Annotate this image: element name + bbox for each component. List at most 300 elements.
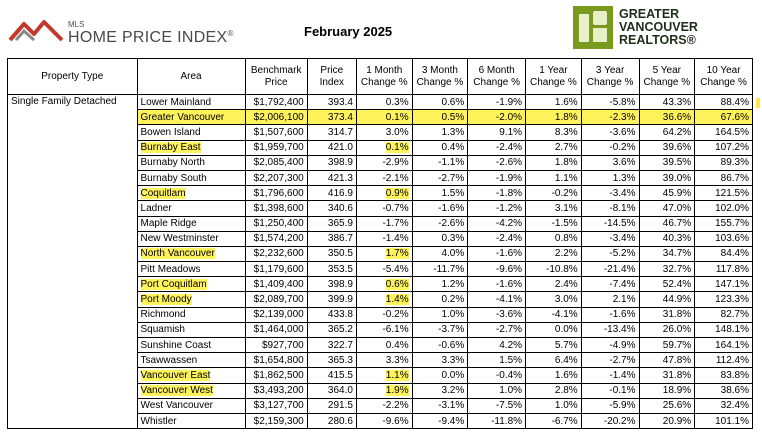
y5-cell xyxy=(639,216,695,231)
report-title: February 2025 xyxy=(304,24,393,39)
y3-cell xyxy=(581,413,639,428)
area-cell xyxy=(137,186,245,201)
area-name: Richmond xyxy=(140,309,186,321)
m6-cell xyxy=(468,383,526,398)
y5-value: 39.5% xyxy=(662,157,692,169)
y3-cell xyxy=(581,140,639,155)
y3-cell xyxy=(581,155,639,170)
y10-value: 155.7% xyxy=(715,218,749,230)
y10-cell xyxy=(695,322,753,337)
y10-cell xyxy=(695,95,753,110)
y5-cell xyxy=(639,307,695,322)
y3-cell xyxy=(581,95,639,110)
price-value: $2,159,300 xyxy=(253,415,304,427)
y1-value: 0.0% xyxy=(554,324,578,336)
index-cell xyxy=(307,140,356,155)
price-value: $2,139,000 xyxy=(253,309,304,321)
y1-cell xyxy=(526,125,582,140)
index-value: 340.6 xyxy=(327,202,353,214)
price-cell xyxy=(245,368,307,383)
m6-cell xyxy=(468,201,526,216)
m3-cell xyxy=(412,110,468,125)
area-cell xyxy=(137,125,245,140)
m3-cell xyxy=(412,353,468,368)
y3-value: -13.4% xyxy=(603,324,636,336)
y10-value: 88.4% xyxy=(720,96,749,108)
area-cell xyxy=(137,216,245,231)
m6-cell xyxy=(468,125,526,140)
price-cell xyxy=(245,201,307,216)
y1-value: 2.8% xyxy=(554,385,578,397)
index-cell xyxy=(307,307,356,322)
m3-cell xyxy=(412,292,468,307)
m1-cell xyxy=(356,216,412,231)
area-cell xyxy=(137,353,245,368)
y10-cell xyxy=(695,216,753,231)
y5-value: 39.0% xyxy=(662,172,692,184)
m1-value: 0.1% xyxy=(385,142,409,154)
m6-cell xyxy=(468,338,526,353)
y1-cell xyxy=(526,413,582,428)
area-name: North Vancouver xyxy=(140,248,215,260)
y5-cell xyxy=(639,338,695,353)
area-cell xyxy=(137,95,245,110)
y1-value: 0.8% xyxy=(554,233,578,245)
m6-cell xyxy=(468,110,526,125)
m3-cell xyxy=(412,140,468,155)
y1-value: -6.7% xyxy=(551,415,578,427)
y10-value: 123.3% xyxy=(715,294,749,306)
y10-value: 32.4% xyxy=(720,400,749,412)
area-name: Burnaby South xyxy=(140,172,207,184)
highlight-mark xyxy=(756,98,760,108)
y5-value: 31.8% xyxy=(662,369,692,381)
y10-cell xyxy=(695,231,753,246)
y5-cell xyxy=(639,95,695,110)
mls-hpi-logo xyxy=(8,12,234,48)
y10-cell xyxy=(695,292,753,307)
index-value: 291.5 xyxy=(327,400,353,412)
m3-cell xyxy=(412,277,468,292)
m3-value: -9.4% xyxy=(438,415,465,427)
y5-cell xyxy=(639,383,695,398)
m3-value: 0.6% xyxy=(441,96,465,108)
y3-cell xyxy=(581,110,639,125)
y10-cell xyxy=(695,246,753,261)
m3-cell xyxy=(412,246,468,261)
gvr-wordmark xyxy=(619,8,698,47)
area-name: Ladner xyxy=(140,202,172,214)
y3-cell xyxy=(581,231,639,246)
m1-value: 0.3% xyxy=(385,96,409,108)
y5-value: 47.0% xyxy=(662,202,692,214)
index-cell xyxy=(307,338,356,353)
m3-cell xyxy=(412,307,468,322)
y10-value: 164.1% xyxy=(715,339,749,351)
y10-cell xyxy=(695,338,753,353)
y5-value: 20.9% xyxy=(662,415,692,427)
m1-value: 3.3% xyxy=(385,354,409,366)
m1-value: 3.0% xyxy=(385,126,409,138)
y10-value: 89.3% xyxy=(720,157,749,169)
y3-value: -3.4% xyxy=(609,233,636,245)
area-name: New Westminster xyxy=(140,233,219,245)
y10-value: 103.6% xyxy=(715,233,749,245)
m1-value: -9.6% xyxy=(382,415,409,427)
y5-value: 34.7% xyxy=(662,248,692,260)
price-cell xyxy=(245,110,307,125)
area-cell xyxy=(137,170,245,185)
gvr-line-1: GREATER xyxy=(619,7,680,21)
y1-value: 1.8% xyxy=(554,157,578,169)
m3-value: 0.3% xyxy=(441,233,465,245)
m1-value: 1.4% xyxy=(385,294,409,306)
y1-value: 2.4% xyxy=(554,278,578,290)
y1-cell xyxy=(526,246,582,261)
m6-value: -1.8% xyxy=(495,187,523,199)
y5-value: 45.9% xyxy=(662,187,692,199)
m6-cell xyxy=(468,231,526,246)
y5-value: 36.6% xyxy=(662,111,692,123)
m6-value: -2.6% xyxy=(495,157,523,169)
m6-value: -2.4% xyxy=(495,142,523,154)
y3-cell xyxy=(581,292,639,307)
m3-cell xyxy=(412,231,468,246)
price-cell xyxy=(245,322,307,337)
y1-cell xyxy=(526,398,582,413)
y3-value: -20.2% xyxy=(603,415,636,427)
y5-value: 47.8% xyxy=(662,354,692,366)
area-name: Port Moody xyxy=(140,294,192,306)
y5-cell xyxy=(639,262,695,277)
price-cell xyxy=(245,140,307,155)
m1-value: 1.9% xyxy=(385,385,409,397)
area-name: Squamish xyxy=(140,324,185,336)
m3-cell xyxy=(412,413,468,428)
m1-cell xyxy=(356,201,412,216)
m6-cell xyxy=(468,368,526,383)
y3-value: -21.4% xyxy=(603,263,636,275)
m1-cell xyxy=(356,368,412,383)
m1-value: -0.7% xyxy=(382,202,409,214)
y5-value: 64.2% xyxy=(662,126,692,138)
index-cell xyxy=(307,383,356,398)
m6-value: -1.9% xyxy=(495,96,523,108)
y1-cell xyxy=(526,170,582,185)
m1-value: -2.2% xyxy=(382,400,409,412)
m3-cell xyxy=(412,338,468,353)
area-cell xyxy=(137,155,245,170)
y10-value: 38.6% xyxy=(720,385,749,397)
m3-value: 4.0% xyxy=(441,248,465,260)
y1-cell xyxy=(526,216,582,231)
index-value: 365.9 xyxy=(327,218,353,230)
index-value: 398.9 xyxy=(327,278,353,290)
y1-cell xyxy=(526,292,582,307)
y1-value: -10.8% xyxy=(546,263,578,275)
m6-cell xyxy=(468,262,526,277)
y10-cell xyxy=(695,398,753,413)
m3-value: -3.1% xyxy=(438,400,465,412)
index-cell xyxy=(307,170,356,185)
area-name: Lower Mainland xyxy=(140,96,212,108)
col-header: Price Index xyxy=(307,59,356,95)
price-value: $2,207,300 xyxy=(253,172,304,184)
m6-cell xyxy=(468,140,526,155)
y1-cell xyxy=(526,353,582,368)
y3-value: -2.3% xyxy=(609,111,636,123)
m6-cell xyxy=(468,277,526,292)
index-cell xyxy=(307,292,356,307)
m6-value: -11.8% xyxy=(491,415,523,427)
y10-value: 117.8% xyxy=(715,263,749,275)
y10-cell xyxy=(695,125,753,140)
price-value: $1,464,000 xyxy=(253,324,304,336)
gvr-emblem-icon xyxy=(573,6,613,49)
m6-value: -1.2% xyxy=(495,202,523,214)
y5-cell xyxy=(639,140,695,155)
y3-cell xyxy=(581,368,639,383)
col-header: Benchmark Price xyxy=(245,59,307,95)
index-value: 399.9 xyxy=(327,294,353,306)
index-value: 373.4 xyxy=(327,111,353,123)
m3-value: -0.6% xyxy=(438,339,465,351)
y10-value: 164.5% xyxy=(715,126,749,138)
area-cell xyxy=(137,246,245,261)
m1-cell xyxy=(356,398,412,413)
m1-value: -2.9% xyxy=(382,157,409,169)
y3-value: -0.1% xyxy=(609,385,636,397)
price-value: $3,127,700 xyxy=(253,400,304,412)
index-cell xyxy=(307,216,356,231)
y1-value: -0.2% xyxy=(551,187,578,199)
index-value: 416.9 xyxy=(327,187,353,199)
area-name: Port Coquitlam xyxy=(140,278,207,290)
price-value: $1,574,200 xyxy=(253,233,304,245)
y10-value: 67.6% xyxy=(720,111,749,123)
m1-cell xyxy=(356,262,412,277)
y1-cell xyxy=(526,322,582,337)
m6-value: -0.4% xyxy=(495,369,523,381)
price-cell xyxy=(245,398,307,413)
y3-value: 3.6% xyxy=(612,157,636,169)
m1-cell xyxy=(356,231,412,246)
y1-cell xyxy=(526,140,582,155)
index-cell xyxy=(307,368,356,383)
index-value: 365.2 xyxy=(327,324,353,336)
m6-value: 1.5% xyxy=(499,354,523,366)
price-value: $2,085,400 xyxy=(253,157,304,169)
y1-value: 3.0% xyxy=(554,294,578,306)
m6-value: -7.5% xyxy=(495,400,523,412)
area-name: Burnaby East xyxy=(140,142,201,154)
index-value: 350.5 xyxy=(327,248,353,260)
y3-value: -0.2% xyxy=(609,142,636,154)
price-value: $2,232,600 xyxy=(253,248,304,260)
y3-cell xyxy=(581,201,639,216)
m3-value: 3.2% xyxy=(441,385,465,397)
index-value: 280.6 xyxy=(327,415,353,427)
y10-value: 101.1% xyxy=(715,415,749,427)
y1-cell xyxy=(526,201,582,216)
area-cell xyxy=(137,322,245,337)
y1-value: 2.2% xyxy=(554,248,578,260)
m6-value: -2.0% xyxy=(495,111,523,123)
y5-cell xyxy=(639,353,695,368)
y5-value: 25.6% xyxy=(662,400,692,412)
col-header: 3 Year Change % xyxy=(581,59,639,95)
index-cell xyxy=(307,155,356,170)
y3-cell xyxy=(581,383,639,398)
m3-value: 1.5% xyxy=(441,187,465,199)
col-header: Area xyxy=(137,59,245,95)
m3-cell xyxy=(412,398,468,413)
m6-cell xyxy=(468,353,526,368)
m6-cell xyxy=(468,322,526,337)
y1-value: 1.6% xyxy=(554,369,578,381)
y1-value: 1.8% xyxy=(554,111,578,123)
price-value: $1,654,800 xyxy=(253,354,304,366)
area-name: Greater Vancouver xyxy=(140,111,225,123)
y10-value: 107.2% xyxy=(715,142,749,154)
m3-value: -11.7% xyxy=(433,263,465,275)
area-name: West Vancouver xyxy=(140,400,213,412)
m1-value: -1.7% xyxy=(382,218,409,230)
y10-cell xyxy=(695,307,753,322)
price-value: $3,493,200 xyxy=(253,385,304,397)
y1-cell xyxy=(526,368,582,383)
m1-value: -5.4% xyxy=(382,263,409,275)
y5-cell xyxy=(639,110,695,125)
y3-cell xyxy=(581,125,639,140)
index-cell xyxy=(307,277,356,292)
y10-cell xyxy=(695,110,753,125)
y3-value: -5.8% xyxy=(609,96,636,108)
y3-cell xyxy=(581,246,639,261)
m3-value: 1.0% xyxy=(441,309,465,321)
y3-value: -1.6% xyxy=(609,309,636,321)
m1-value: -0.2% xyxy=(382,309,409,321)
index-value: 364.0 xyxy=(327,385,353,397)
price-value: $1,959,700 xyxy=(253,142,304,154)
table-row xyxy=(8,95,753,110)
m6-cell xyxy=(468,307,526,322)
area-name: Sunshine Coast xyxy=(140,339,212,351)
area-cell xyxy=(137,307,245,322)
y1-cell xyxy=(526,231,582,246)
m6-value: -4.2% xyxy=(495,218,523,230)
y10-value: 147.1% xyxy=(715,278,749,290)
col-header: Property Type xyxy=(8,59,138,95)
y10-cell xyxy=(695,277,753,292)
area-name: Burnaby North xyxy=(140,157,205,169)
y5-cell xyxy=(639,155,695,170)
m3-value: -1.1% xyxy=(438,157,465,169)
index-cell xyxy=(307,125,356,140)
price-value: $1,250,400 xyxy=(253,218,304,230)
index-value: 386.7 xyxy=(327,233,353,245)
col-header: 6 Month Change % xyxy=(468,59,526,95)
y5-value: 18.9% xyxy=(662,385,692,397)
price-cell xyxy=(245,277,307,292)
y10-cell xyxy=(695,262,753,277)
price-value: $2,006,100 xyxy=(253,111,304,123)
y10-cell xyxy=(695,155,753,170)
m3-value: -2.7% xyxy=(438,172,465,184)
y1-value: 1.1% xyxy=(554,172,578,184)
y1-value: 5.7% xyxy=(554,339,578,351)
m1-cell xyxy=(356,125,412,140)
m6-value: -2.7% xyxy=(495,324,523,336)
y3-value: -14.5% xyxy=(603,218,636,230)
m6-cell xyxy=(468,216,526,231)
index-cell xyxy=(307,262,356,277)
m6-value: -1.9% xyxy=(495,172,523,184)
price-value: $1,862,500 xyxy=(253,369,304,381)
area-cell xyxy=(137,338,245,353)
area-cell xyxy=(137,368,245,383)
price-cell xyxy=(245,292,307,307)
m3-value: 0.5% xyxy=(441,111,465,123)
price-cell xyxy=(245,125,307,140)
y10-value: 112.4% xyxy=(715,354,749,366)
m3-cell xyxy=(412,368,468,383)
m1-value: -2.1% xyxy=(382,172,409,184)
index-cell xyxy=(307,413,356,428)
m3-value: 1.2% xyxy=(441,278,465,290)
y5-value: 39.6% xyxy=(662,142,692,154)
m1-cell xyxy=(356,338,412,353)
m6-cell xyxy=(468,186,526,201)
y10-cell xyxy=(695,368,753,383)
y3-value: 1.3% xyxy=(612,172,636,184)
y10-cell xyxy=(695,186,753,201)
m1-cell xyxy=(356,322,412,337)
m6-value: 4.2% xyxy=(499,339,523,351)
y5-cell xyxy=(639,201,695,216)
y5-cell xyxy=(639,413,695,428)
y5-value: 44.9% xyxy=(662,294,692,306)
index-cell xyxy=(307,322,356,337)
m6-cell xyxy=(468,170,526,185)
y5-cell xyxy=(639,246,695,261)
y10-value: 83.8% xyxy=(720,369,749,381)
m3-value: 1.3% xyxy=(441,126,465,138)
price-value: $2,089,700 xyxy=(253,294,304,306)
y3-value: -1.4% xyxy=(609,369,636,381)
y3-cell xyxy=(581,277,639,292)
m1-cell xyxy=(356,155,412,170)
gvr-line-2: VANCOUVER xyxy=(619,20,698,34)
area-name: Whistler xyxy=(140,415,177,427)
y5-value: 52.4% xyxy=(662,278,692,290)
y3-cell xyxy=(581,216,639,231)
y5-cell xyxy=(639,322,695,337)
m1-value: 1.1% xyxy=(385,369,409,381)
m1-cell xyxy=(356,307,412,322)
y3-cell xyxy=(581,262,639,277)
price-value: $1,409,400 xyxy=(253,278,304,290)
area-cell xyxy=(137,292,245,307)
y3-value: -8.1% xyxy=(609,202,636,214)
y5-cell xyxy=(639,125,695,140)
index-value: 421.3 xyxy=(327,172,353,184)
m3-cell xyxy=(412,383,468,398)
y5-value: 32.7% xyxy=(662,263,692,275)
m1-cell xyxy=(356,170,412,185)
y10-cell xyxy=(695,170,753,185)
index-value: 393.4 xyxy=(327,96,353,108)
